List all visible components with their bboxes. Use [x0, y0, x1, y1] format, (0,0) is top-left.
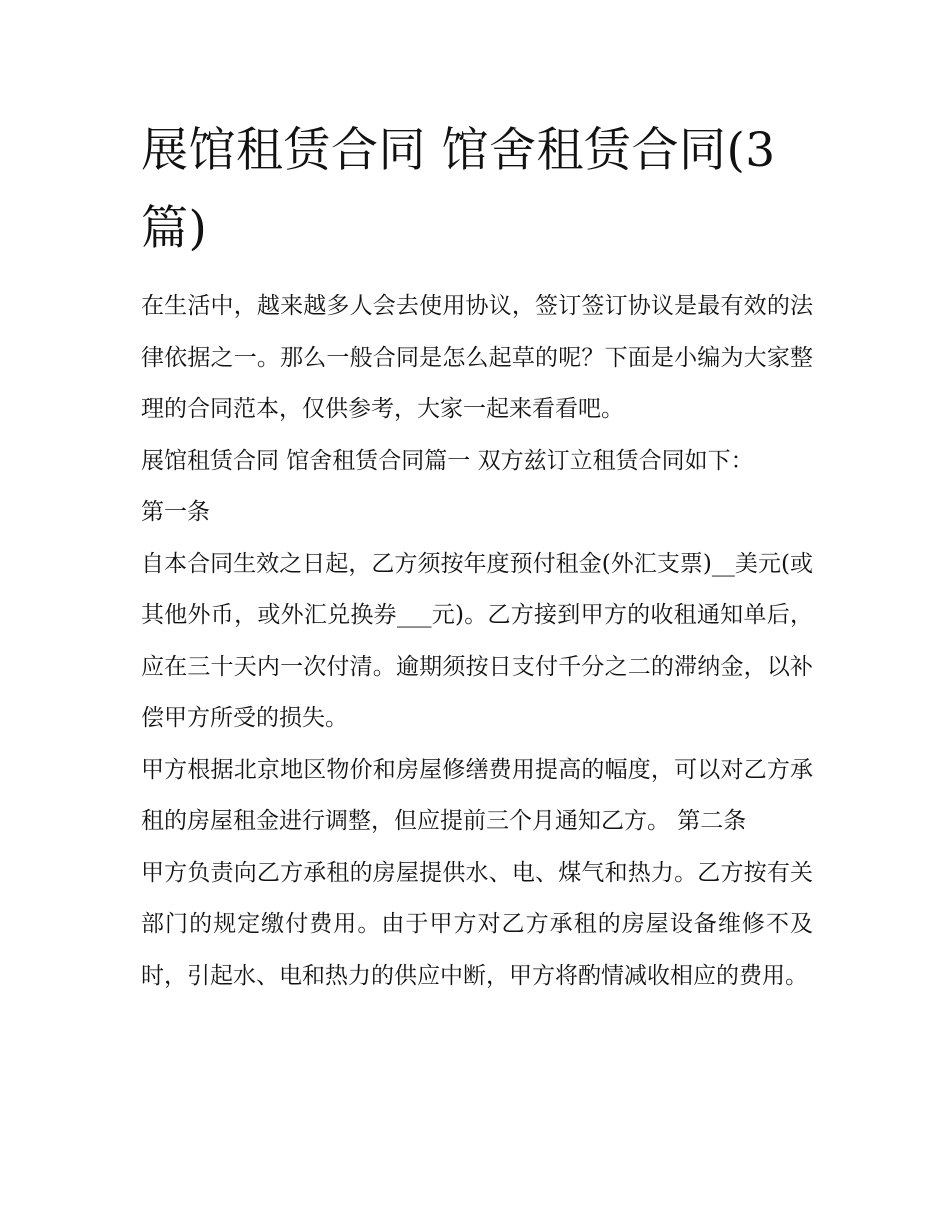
article-one-adjustment-paragraph: 甲方根据北京地区物价和房屋修缮费用提高的幅度，可以对乙方承租的房屋租金进行调整，但应提前三个月通知乙方。 第二条: [141, 756, 813, 834]
intro-paragraph: 在生活中，越来越多人会去使用协议，签订签订协议是最有效的法律依据之一。那么一般合同是怎么起草的呢？下面是小编为大家整理的合同范本，仅供参考，大家一起来看看吧。: [141, 293, 813, 422]
contract-heading-paragraph: 展馆租赁合同 馆舍租赁合同篇一 双方兹订立租赁合同如下：: [141, 447, 754, 474]
article-two-utilities-paragraph: 甲方负责向乙方承租的房屋提供水、电、煤气和热力。乙方按有关部门的规定缴付费用。由于甲方对乙方承租的房屋设备维修不及时，引起水、电和热力的供应中断，甲方将酌情减收相应的费用。: [141, 859, 813, 989]
document-title: 展馆租赁合同 馆舍租赁合同(3篇): [141, 123, 776, 256]
article-one-heading: 第一条: [141, 499, 210, 525]
article-one-rent-paragraph: 自本合同生效之日起，乙方须按年度预付租金(外汇支票)__美元(或其他外币，或外汇兑换券___元)。乙方接到甲方的收租通知单后，应在三十天内一次付清。逾期须按日支付千分之二的滞纳金，以补偿甲方所受的损失。: [141, 550, 813, 731]
document-page: [141, 112, 813, 1002]
